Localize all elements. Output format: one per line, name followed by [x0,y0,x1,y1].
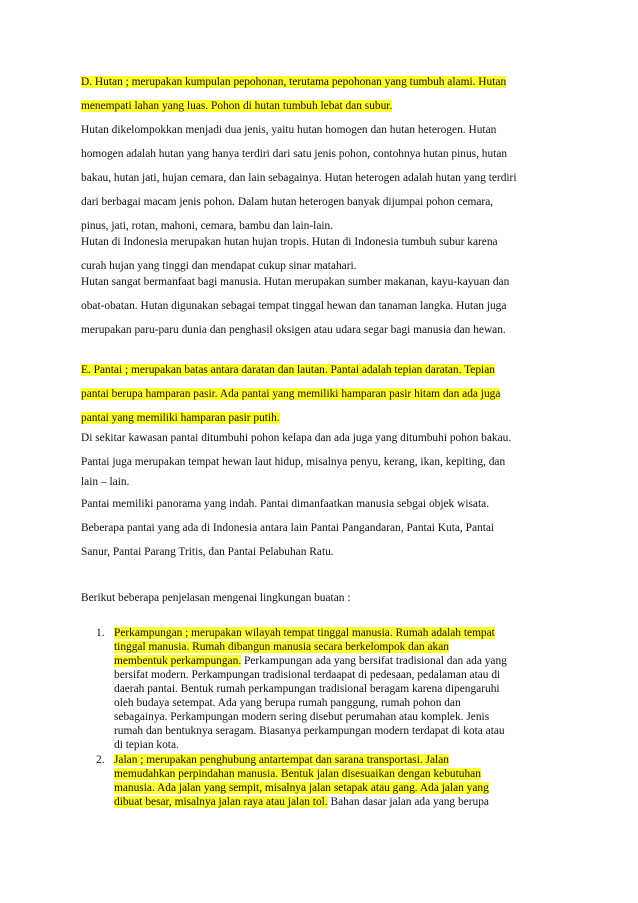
hutan-line-9: curah hujan yang tinggi dan mendapat cukup sinar matahari. [81,260,357,272]
list-item-1-line-3: membentuk perkampungan. Perkampungan ada yang bersifat tradisional dan ada yang [114,655,507,667]
list-item-2-number: 2. [96,754,105,766]
pantai-line-8: Beberapa pantai yang ada di Indonesia antara lain Pantai Pangandaran, Pantai Kuta, Pantai [81,522,495,534]
hutan-line-11: obat-obatan. Hutan digunakan sebagai tempat tinggal hewan dan tanaman langka. Hutan juga [81,300,507,312]
list-item-1-line-2: tinggal manusia. Rumah dibangun manusia secara berkelompok dan akan [114,641,449,653]
hutan-line-5: bakau, hutan jati, hujan cemara, dan lain sebagainya. Hutan heterogen adalah hutan yang terdiri [81,172,517,184]
list-item-1-number: 1. [96,627,105,639]
list-item-1-line-5: daerah pantai. Bentuk rumah perkampungan tradisional beragam karena dipengaruhi [114,683,500,695]
hutan-line-3: Hutan dikelompokkan menjadi dua jenis, yaitu hutan homogen dan hutan heterogen. Hutan [81,124,497,136]
list-item-1-line-8: rumah dan bentuknya seragam. Biasanya perkampungan modern terdapat di kota atau [114,725,505,737]
hutan-line-1: D. Hutan ; merupakan kumpulan pepohonan, terutama pepohonan yang tumbuh alami. Hutan [81,76,507,88]
list-item-2-line-2: memudahkan perpindahan manusia. Bentuk jalan disesuaikan dengan kebutuhan [114,768,481,780]
list-item-1-line-1: Perkampungan ; merupakan wilayah tempat tinggal manusia. Rumah adalah tempat [114,627,495,639]
list-item-1-line-9: di tepian kota. [114,739,179,751]
list-item-2-line-4: dibuat besar, misalnya jalan raya atau jalan tol. Bahan dasar jalan ada yang berupa [114,796,489,808]
pantai-line-6: lain – lain. [81,476,130,488]
pantai-line-3: pantai yang memiliki hamparan pasir putih. [81,412,280,424]
list-item-1-line-4: bersifat modern. Perkampungan tradisional terdaapat di pedesaan, pedalaman atau di [114,669,501,681]
hutan-line-10: Hutan sangat bermanfaat bagi manusia. Hutan merupakan sumber makanan, kayu-kayuan dan [81,276,510,288]
pantai-line-5: Pantai juga merupakan tempat hewan laut hidup, misalnya penyu, kerang, ikan, kepiting, dan [81,456,506,468]
list-item-1-line-7: sebagainya. Perkampungan modern sering disebut perumahan atau komplek. Jenis [114,711,490,723]
pantai-line-2: pantai berupa hamparan pasir. Ada pantai yang memiliki hamparan pasir hitam dan ada juga [81,388,501,400]
hutan-line-4: homogen adalah hutan yang hanya terdiri dari satu jenis pohon, contohnya hutan pinus, hutan [81,148,508,160]
pantai-line-9: Sanur, Pantai Parang Tritis, dan Pantai Pelabuhan Ratu. [81,546,334,558]
hutan-line-2: menempati lahan yang luas. Pohon di hutan tumbuh lebat dan subur. [81,100,393,112]
pantai-line-1: E. Pantai ; merupakan batas antara daratan dan lautan. Pantai adalah tepian daratan. Tepian [81,364,495,376]
hutan-line-7: pinus, jati, rotan, mahoni, cemara, bambu dan lain-lain. [81,220,334,232]
hutan-line-6: dari berbagai macam jenis pohon. Dalam hutan heterogen banyak dijumpai pohon cemara, [81,196,494,208]
pantai-line-4: Di sekitar kawasan pantai ditumbuhi pohon kelapa dan ada juga yang ditumbuhi pohon bakau. [81,432,512,444]
list-item-2-line-3: manusia. Ada jalan yang sempit, misalnya jalan setapak atau gang. Ada jalan yang [114,782,489,794]
hutan-line-8: Hutan di Indonesia merupakan hutan hujan tropis. Hutan di Indonesia tumbuh subur karena [81,236,498,248]
pantai-line-7: Pantai memiliki panorama yang indah. Pantai dimanfaatkan manusia sebgai objek wisata. [81,498,490,510]
lingkungan-buatan-intro: Berikut beberapa penjelasan mengenai lingkungan buatan : [81,592,351,604]
hutan-line-12: merupakan paru-paru dunia dan penghasil oksigen atau udara segar bagi manusia dan hewan. [81,324,506,336]
list-item-1-line-6: oleh budaya setempat. Ada yang berupa rumah panggung, rumah pohon dan [114,697,461,709]
list-item-2-line-1: Jalan ; merupakan penghubung antartempat dan sarana transportasi. Jalan [114,754,449,766]
